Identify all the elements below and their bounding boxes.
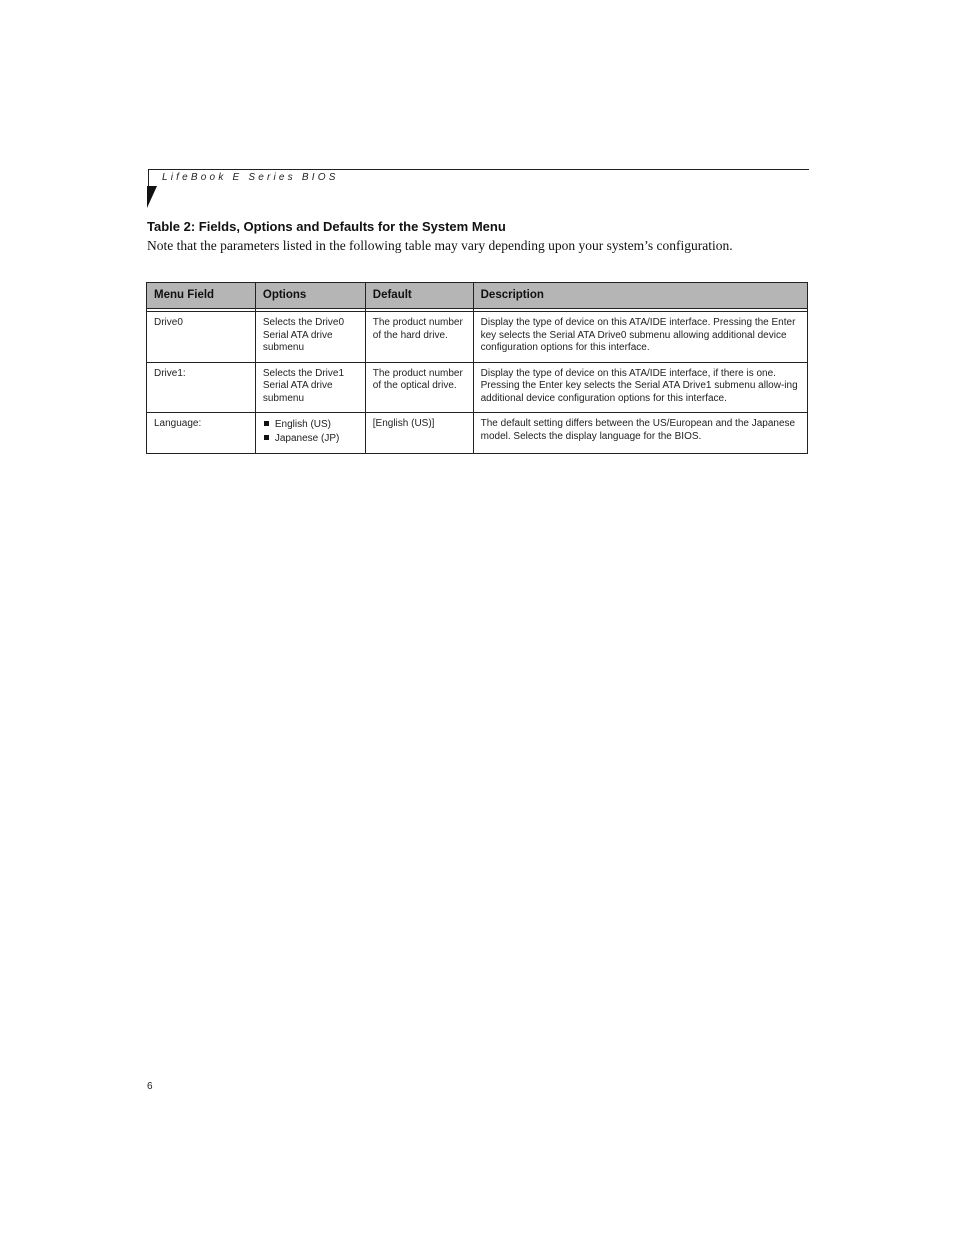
column-header-description: Description [473,283,807,309]
option-label: English (US) [274,419,332,430]
header-rule [148,169,809,170]
cell-description: Display the type of device on this ATA/IDE interface. Pressing the Enter key selects the Serial ATA Drive0 submenu allowing additional device configuration options for this interface. [473,312,807,363]
cell-default: [English (US)] [365,413,473,454]
option-item [263,418,358,432]
column-header-menu-field: Menu Field [147,283,256,309]
table-row [147,312,808,363]
table-row [147,362,808,413]
option-item [263,432,358,446]
cell-default: The product number of the optical drive. [365,362,473,413]
table-note: Note that the parameters listed in the following table may vary depending upon your system’s configuration. [147,238,733,253]
cell-menu-field: Drive0 [147,312,256,363]
cell-menu-field: Drive1: [147,362,256,413]
system-menu-table [146,282,808,454]
option-label: Japanese (JP) [274,433,340,444]
column-header-options: Options [255,283,365,309]
cell-options: Selects the Drive0 Serial ATA drive submenu [255,312,365,363]
header-wedge-mark [147,186,157,208]
cell-menu-field: Language: [147,413,256,454]
cell-description: The default setting differs between the US/European and the Japanese model. Selects the display language for the BIOS. [473,413,807,454]
table-title: Table 2: Fields, Options and Defaults for the System Menu [147,219,506,234]
cell-default: The product number of the hard drive. [365,312,473,363]
page-number: 6 [147,1081,153,1092]
cell-options [255,413,365,454]
column-header-default: Default [365,283,473,309]
cell-description: Display the type of device on this ATA/IDE interface, if there is one. Pressing the Enter key selects the Serial ATA Drive1 submenu allow-ing additional device configuration options for this interface. [473,362,807,413]
running-head: LifeBook E Series BIOS [162,172,339,183]
table-row [147,413,808,454]
square-bullet-icon [264,435,269,440]
square-bullet-icon [264,421,269,426]
options-list [263,418,358,446]
cell-options: Selects the Drive1 Serial ATA drive submenu [255,362,365,413]
table-header-row [147,283,808,309]
